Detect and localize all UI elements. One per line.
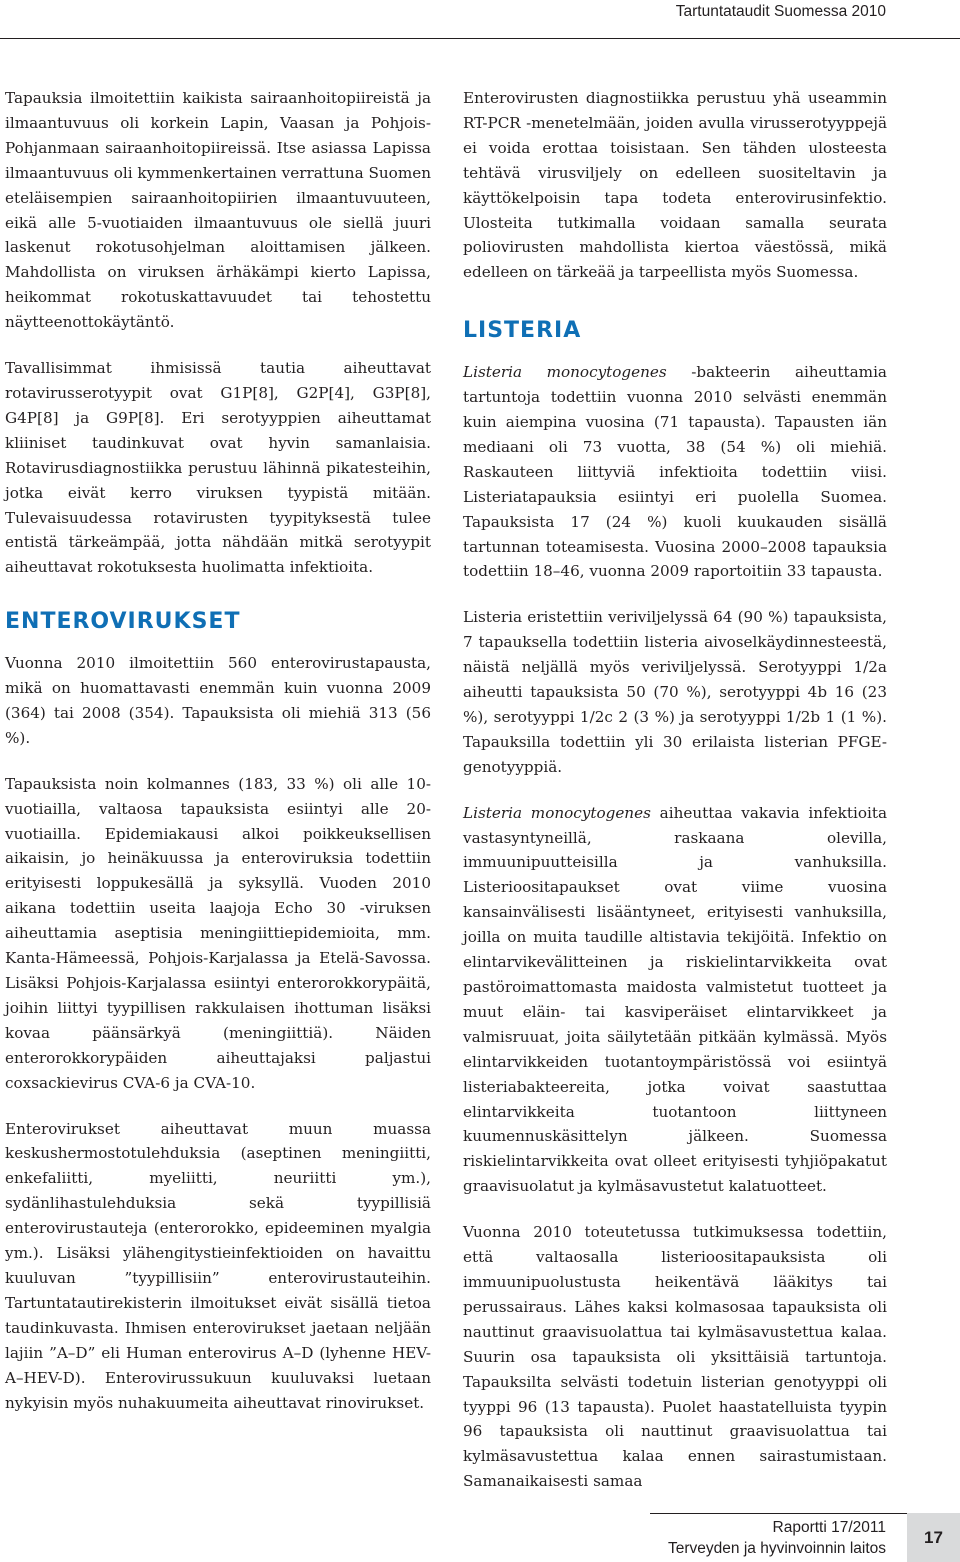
page-footer (0, 1513, 960, 1562)
paragraph-text: -bakteerin aiheuttamia tartuntoja todettiin vuonna 2010 selvästi enemmän kuin aiempina vuosina (71 tapausta). Tapausten iän mediaani oli 73 vuotta, 38 (54 %) oli miehiä. Raskauteen liittyviä infektioita todettiin viisi. Listeriatapauksia esiintyi eri puolella Suomea. Tapauksista 17 (24 %) kuoli kuukauden sisällä tartunnan toteamisesta. Vuosina 2000–2008 tapauksia todettiin 18–46, vuonna 2009 raportoitiin 33 tapausta. (463, 363, 887, 581)
paragraph: Enterovirukset aiheuttavat muun muassa keskushermostotulehduksia (aseptinen meningiitti, enkefaliitti, myeliitti, neuriitti ym.), sydänlihastulehduksia sekä tyypillisiä enterovirustauteja (enterorokko, epideeminen myalgia ym.). Lisäksi ylähengitystieinfektioiden on havaittu kuuluvan ”tyypillisiin” enterovirustauteihin. Tartuntatautirekisterin ilmoitukset eivät sisällä tietoa taudinkuvasta. Ihmisen enterovirukset jaetaan neljään lajiin ”A–D” eli Human enterovirus A–D (lyhenne HEV-A–HEV-D). Enterovirussukuun kuuluvaksi luetaan nykyisin myös nuhakuumeita aiheuttavat rinovirukset. (5, 1119, 431, 1412)
species-name: Listeria monocytogenes (463, 803, 651, 822)
paragraph: Vuonna 2010 toteutetussa tutkimuksessa todettiin, että valtaosalla listerioositapauksista oli immuunipuolustusta heikentävä lääkitys tai perussairaus. Lähes kaksi kolmasosaa tapauksista oli nauttinut graavisuolattua tai kylmäsavustettua kalaa. Suurin osa tapauksista oli yksittäisiä tartuntoja. Tapauksilta selvästi todetuin listerian genotyyppi oli tyyppi 96 (13 tapausta). Puolet haastatelluista tyypin 96 tapauksista oli nauttinut graavisuolattua tai kylmäsavustettua kalaa ennen sairastumistaan. Samanaikaisesti samaa (463, 1223, 887, 1491)
page-header (0, 0, 960, 39)
right-column (463, 86, 887, 1515)
page-number: 17 (907, 1513, 960, 1562)
paragraph: Enterovirusten diagnostiikka perustuu yhä useammin RT-PCR -menetelmään, joiden avulla virusserotyyppejä ei voida erottaa toisistaan. Sen tähden ulosteesta tehtävä virusviljely on edelleen suositeltavin ja käyttökelpoisin tapa todeta enterovirusinfektio. Ulosteita tutkimalla voidaan samalla seurata poliovirusten mahdollista kiertoa väestössä, mikä edelleen on tärkeää ja tarpeellista myös Suomessa. (463, 89, 887, 282)
report-number: Raportti 17/2011 (772, 1519, 886, 1536)
paragraph: Tapauksista noin kolmannes (183, 33 %) oli alle 10-vuotiailla, valtaosa tapauksista esiintyi alle 20-vuotiailla. Epidemiakausi alkoi poikkeuksellisen aikaisin, jo heinäkuussa ja enteroviruksia todettiin erityisesti loppukesällä ja syksyllä. Vuoden 2010 aikana todettiin useita laajoja Echo 30 -viruksen aiheuttamia aseptisia meningiittiepidemioita, mm. Kanta-Hämeessä, Pohjois-Karjalassa ja Etelä-Savossa. Lisäksi Pohjois-Karjalassa esiintyi enterorokkorypäitä, joihin liittyi tyypillisen rakkulaisen ihottuman lisäksi kovaa päänsärkyä (meningiittiä). Näiden enterorokkorypäiden aiheuttajaksi paljastui coxsackievirus CVA-6 ja CVA-10. (5, 774, 431, 1092)
paragraph: Tavallisimmat ihmisissä tautia aiheuttavat rotavirusserotyypit ovat G1P[8], G2P[4], G3P[8], G4P[8] ja G9P[8]. Eri serotyyppien aiheuttamat kliiniset taudinkuvat ovat hyvin samanlaisia. Rotavirusdiagnostiikka perustuu lähinnä pikatesteihin, jotka eivät kerro viruksen tyypistä mitään. Tulevaisuudessa rotavirusten tyypityksestä tulee entistä tärkeämpää, jotta nähdään mitkä serotyypit aiheuttavat rokotuksesta huolimatta infektioita. (5, 359, 431, 577)
paragraph: Tapauksia ilmoitettiin kaikista sairaanhoitopiireistä ja ilmaantuvuus oli korkein Lapin, Vaasan ja Pohjois-Pohjanmaan sairaanhoitopiireissä. Itse asiassa Lapissa ilmaantuvuus oli kymmenkertainen verrattuna Suomen eteläisempien sairaanhoitopiirien ilmaantuvuuteen, eikä alle 5-vuotiaiden ilmaantuvuus ole siellä juuri laskenut rokotusohjelman aloittamisen jälkeen. Mahdollista on viruksen ärhäkämpi kierto Lapissa, heikommat rokotuskattavuudet tai tehostettu näytteenottokäytäntö. (5, 89, 431, 332)
left-column (5, 86, 431, 1436)
running-title: Tartuntataudit Suomessa 2010 (675, 3, 886, 20)
section-heading-listeria: LISTERIA (463, 318, 582, 344)
section-heading-enterovirukset: ENTEROVIRUKSET (5, 609, 241, 635)
paragraph: Vuonna 2010 ilmoitettiin 560 enterovirustapausta, mikä on huomattavasti enemmän kuin vuonna 2009 (364) tai 2008 (354). Tapauksista oli miehiä 313 (56 %). (5, 654, 431, 747)
organization-name: Terveyden ja hyvinvoinnin laitos (668, 1540, 886, 1557)
paragraph (463, 360, 887, 584)
paragraph (463, 801, 887, 1200)
species-name: Listeria monocytogenes (463, 363, 667, 382)
paragraph: Listeria eristettiin veriviljelyssä 64 (90 %) tapauksista, 7 tapauksella todettiin listeria aivoselkäydinnesteestä, näistä neljällä myös veriviljelyssä. Serotyyppi 1/2a aiheutti tapauksista 50 (70 %), serotyyppi 4b 16 (23 %), serotyyppi 1/2c 2 (3 %) ja serotyyppi 1/2b 1 (1 %). Tapauksilla todettiin yli 30 erilaista listerian PFGE-genotyyppiä. (463, 608, 887, 776)
paragraph-text: aiheuttaa vakavia infektioita vastasyntyneillä, raskaana olevilla, immuunipuutteisilla ja vanhuksilla. Listerioositapaukset ovat viime vuosina kansainvälisesti lisääntyneet, erityisesti vanhuksilla, joilla on muita taudille altistavia tekijöitä. Infektio on elintarvikevälitteinen ja riskielintarvikkeita ovat pastöroimattomasta maidosta valmistetut tuotteet ja muut eläin- tai kasviperäiset elintarvikkeet ja valmisruuat, joita säilytetään pitkään kylmässä. Myös elintarvikkeiden tuotantoympäristössä voi esiintyä listeriabakteereita, jotka voivat saastuttaa elintarvikkeita tuotantoon liittyneen kuumennuskäsittelyn jälkeen. Suomessa riskielintarvikkeita ovat olleet erityisesti tyhjiöpakatut graavisuolatut ja kylmäsavustetut kalatuotteet. (463, 803, 887, 1196)
